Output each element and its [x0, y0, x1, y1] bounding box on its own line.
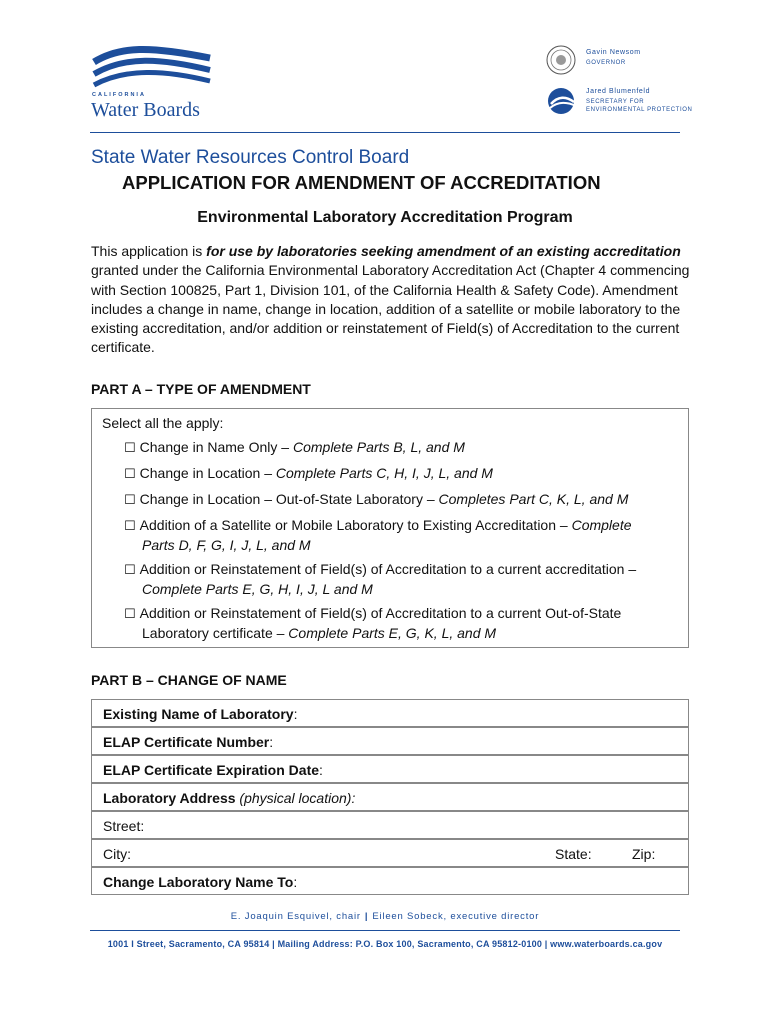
header-divider	[90, 132, 680, 133]
option-change-location: ☐ Change in Location – Complete Parts C, H, I, J, L, and M	[124, 465, 493, 482]
logo-small-text: CALIFORNIA	[92, 92, 146, 98]
checkbox[interactable]: ☐	[124, 607, 136, 622]
lab-address-label-row: Laboratory Address (physical location):	[91, 783, 689, 811]
checkbox[interactable]: ☐	[124, 563, 136, 578]
checkbox[interactable]: ☐	[124, 493, 136, 508]
option-add-fields-out-of-state: ☐ Addition or Reinstatement of Field(s) of Accreditation to a current Out-of-State Laboratory certificate – Complete Parts E, G, K, L, and M	[124, 605, 622, 641]
board-title: State Water Resources Control Board	[91, 147, 410, 168]
checkbox[interactable]: ☐	[124, 441, 136, 456]
cert-expiration-field[interactable]: ELAP Certificate Expiration Date:	[91, 755, 689, 783]
secretary-name: Jared Blumenfeld	[586, 88, 651, 95]
part-b-heading: PART B – CHANGE OF NAME	[91, 672, 287, 688]
logo-main-text: Water Boards	[91, 99, 200, 121]
calepa-logo-icon	[546, 86, 578, 116]
part-a-heading: PART A – TYPE OF AMENDMENT	[91, 381, 311, 397]
option-change-name: ☐ Change in Name Only – Complete Parts B, L, and M	[124, 439, 465, 456]
secretary-title-line2: ENVIRONMENTAL PROTECTION	[586, 107, 693, 113]
street-field[interactable]: Street:	[91, 811, 689, 839]
option-change-location-out-of-state: ☐ Change in Location – Out-of-State Laboratory – Completes Part C, K, L, and M	[124, 491, 629, 508]
footer-divider	[90, 930, 680, 931]
secretary-title-line1: SECRETARY FOR	[586, 99, 645, 105]
checkbox[interactable]: ☐	[124, 467, 136, 482]
option-add-fields: ☐ Addition or Reinstatement of Field(s) of Accreditation to a current accreditation – Complete Parts E, G, H, I, J, L and M	[124, 561, 637, 597]
checkbox[interactable]: ☐	[124, 519, 136, 534]
new-name-field[interactable]: Change Laboratory Name To:	[91, 867, 689, 895]
state-seal-icon	[546, 45, 576, 75]
intro-paragraph: This application is for use by laboratories seeking amendment of an existing accreditation granted under the California Environmental Laboratory Accreditation Act (Chapter 4 commencing with Section 100825, Part 1, Division 101, of the California Health & Safety Code). Amendment includes a change in name, change in location, addition of a satellite or mobile laboratory to the existing accreditation, and/or addition or reinstatement of Field(s) of Accreditation to the current certificate.	[91, 243, 690, 356]
form-title: APPLICATION FOR AMENDMENT OF ACCREDITATION	[122, 172, 601, 193]
cert-number-field[interactable]: ELAP Certificate Number:	[91, 727, 689, 755]
governor-name: Gavin Newsom	[586, 49, 641, 56]
footer-names: E. Joaquin Esquivel, chair | Eileen Sobeck, executive director	[230, 911, 540, 922]
option-add-satellite: ☐ Addition of a Satellite or Mobile Laboratory to Existing Accreditation – Complete Parts D, F, G, I, J, L, and M	[124, 517, 632, 553]
city-label: City:	[103, 846, 131, 862]
zip-label: Zip:	[632, 846, 656, 862]
state-label: State:	[555, 846, 592, 862]
select-all-label: Select all the apply:	[102, 415, 224, 431]
existing-name-field[interactable]: Existing Name of Laboratory:	[91, 699, 689, 727]
program-subtitle: Environmental Laboratory Accreditation Program	[197, 209, 573, 226]
footer-address: 1001 I Street, Sacramento, CA 95814 | Mailing Address: P.O. Box 100, Sacramento, CA 95812-0100 | www.waterboards.ca.gov	[107, 939, 663, 949]
city-state-zip-row[interactable]	[91, 839, 689, 867]
governor-title: GOVERNOR	[586, 60, 626, 66]
